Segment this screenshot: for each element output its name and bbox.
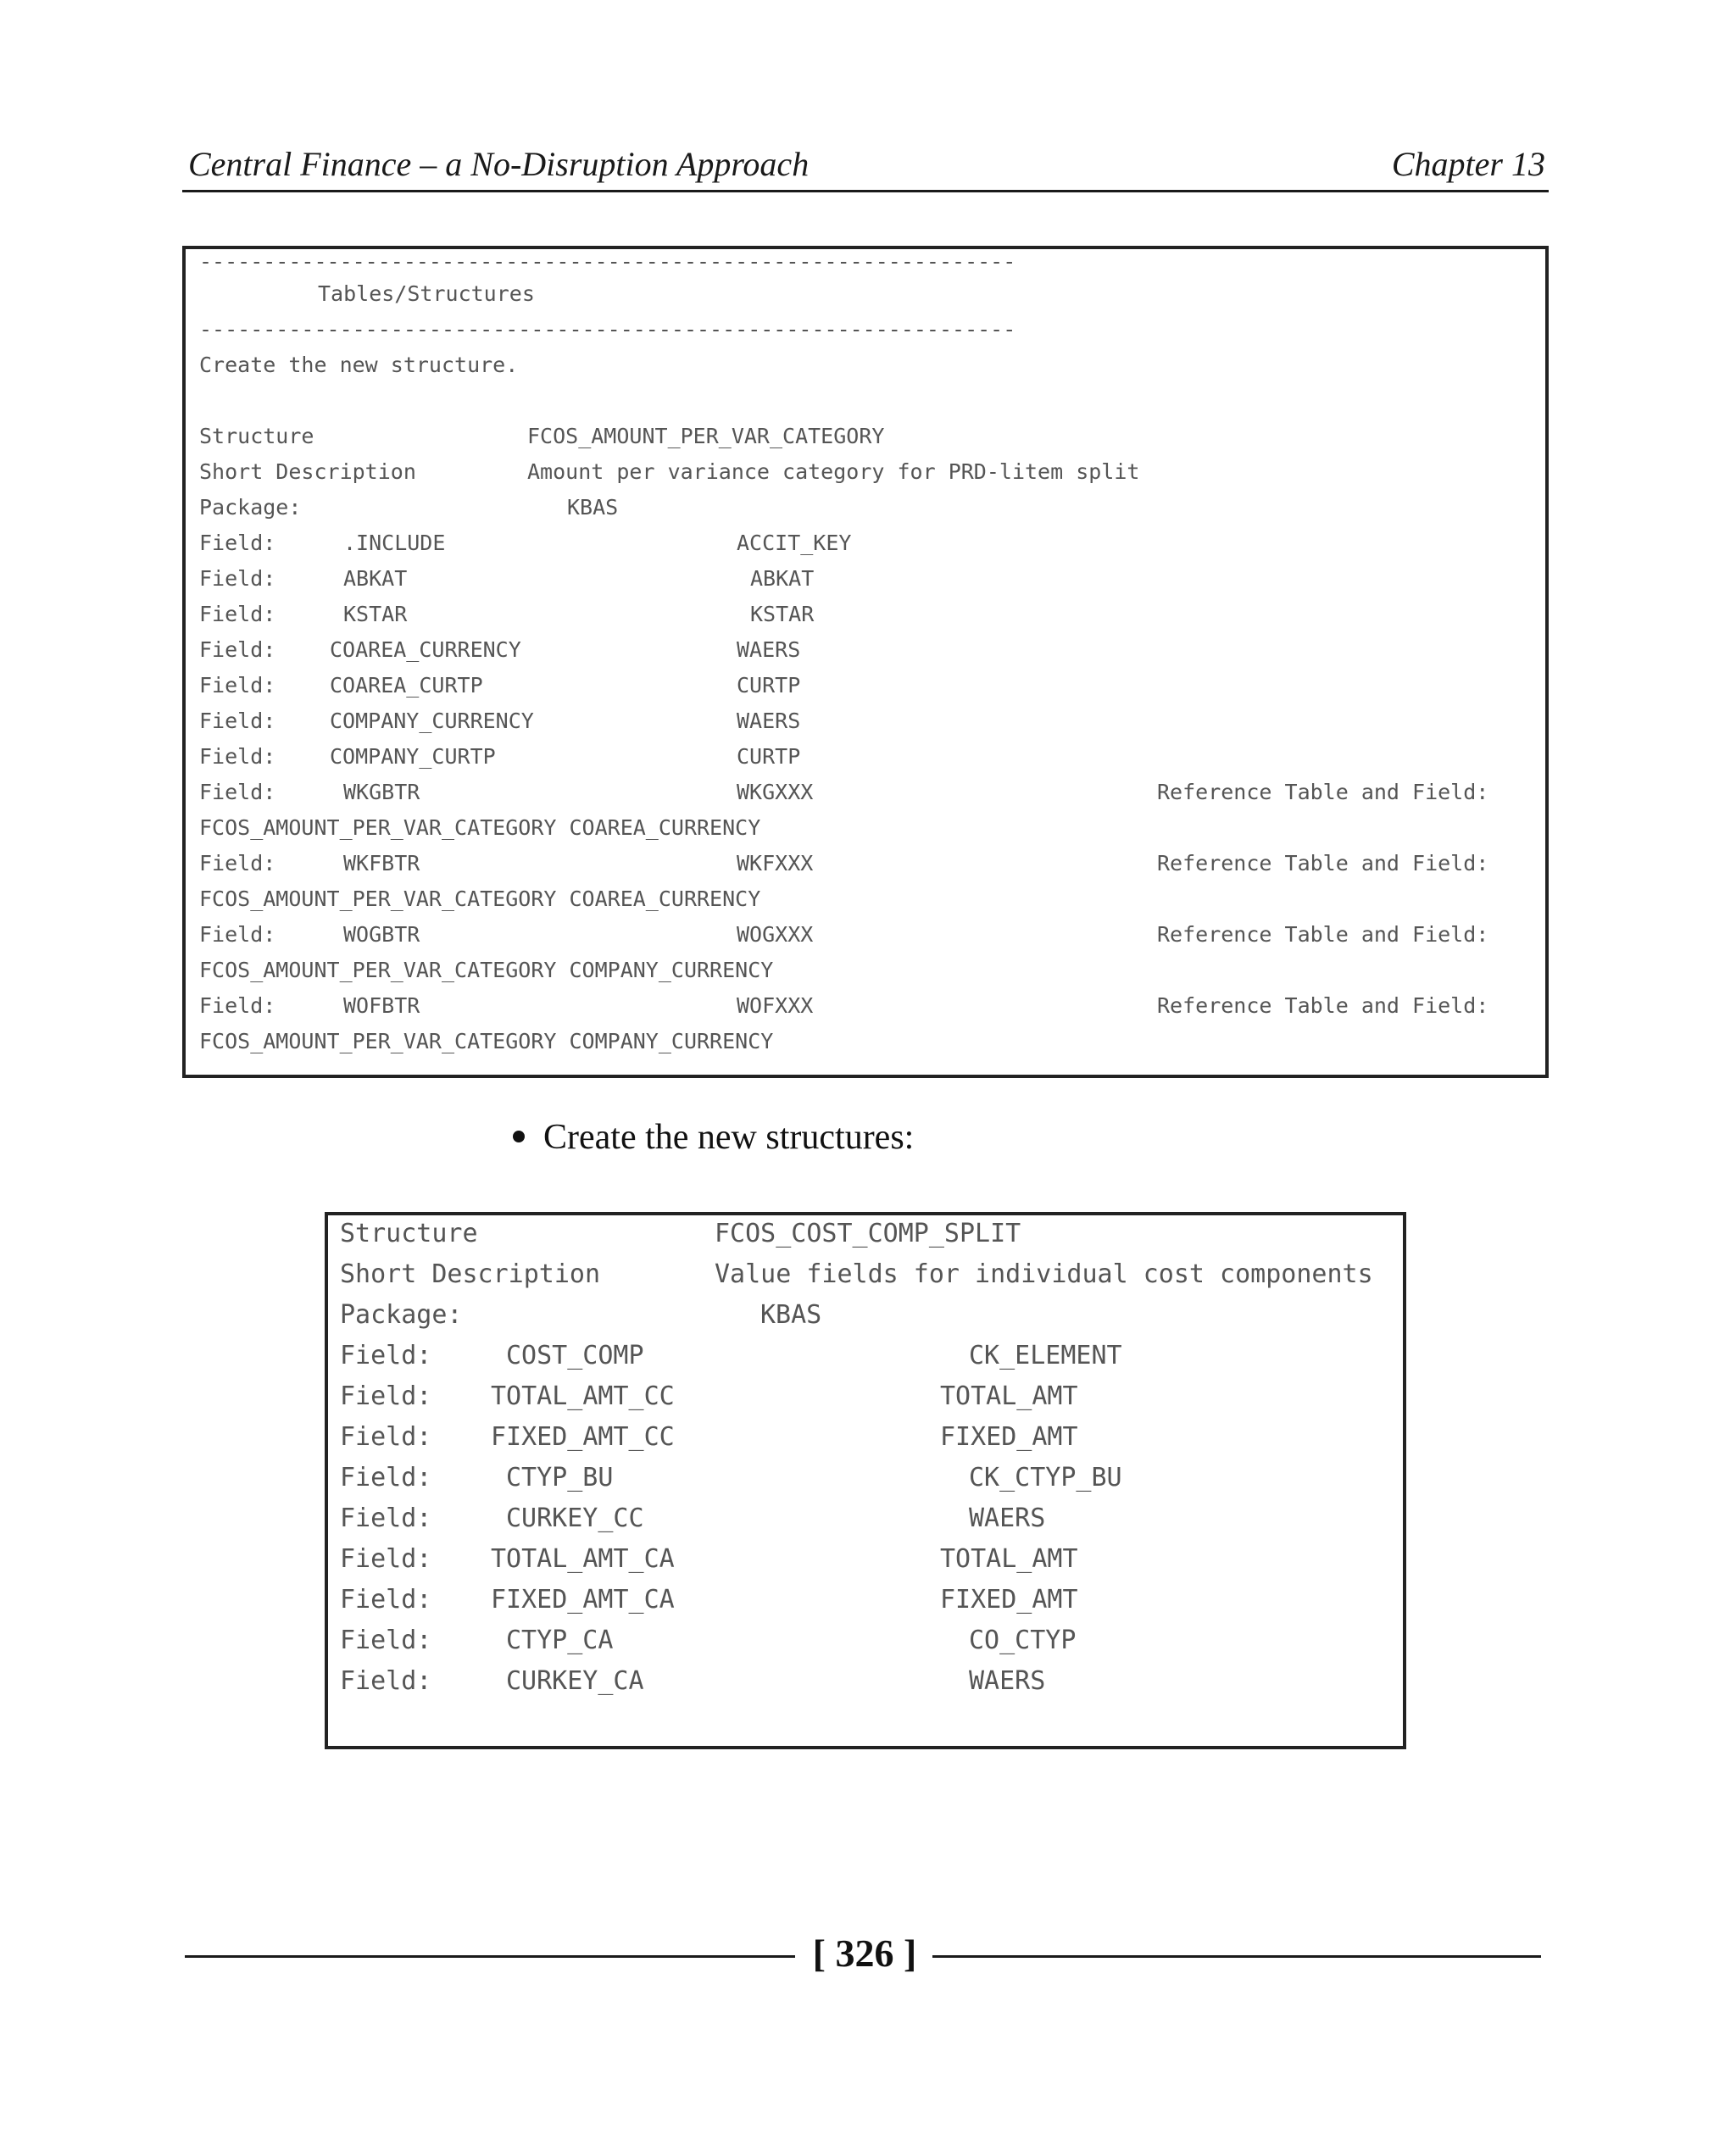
section-title: Tables/Structures — [318, 281, 535, 306]
field-type: KSTAR — [750, 602, 815, 626]
field-name: TOTAL_AMT_CC — [491, 1381, 675, 1411]
footer-divider-left — [185, 1955, 795, 1958]
field-name: WKFBTR — [343, 851, 420, 875]
field-name: WOFBTR — [343, 993, 420, 1018]
field-type: FIXED_AMT — [940, 1585, 1078, 1615]
field-name: FIXED_AMT_CC — [491, 1422, 675, 1452]
field-name: COST_COMP — [506, 1341, 644, 1370]
field-label: Field: — [340, 1463, 432, 1492]
field-type: WOFXXX — [737, 993, 814, 1018]
structure-label: Structure — [199, 424, 314, 448]
dash-separator: ---------------------------------------------------------------- — [199, 317, 1016, 342]
field-label: Field: — [199, 709, 276, 733]
structure-label: Structure — [340, 1219, 478, 1248]
field-name: CURKEY_CC — [506, 1504, 644, 1533]
bullet-icon — [513, 1131, 525, 1142]
field-label: Field: — [340, 1626, 432, 1655]
package-value: KBAS — [567, 495, 619, 520]
field-label: Field: — [199, 744, 276, 769]
field-type: WAERS — [737, 709, 801, 733]
field-label: Field: — [199, 922, 276, 947]
package-label: Package: — [340, 1300, 463, 1330]
field-type: CK_ELEMENT — [969, 1341, 1122, 1370]
short-description-value: Value fields for individual cost components — [715, 1259, 1373, 1289]
field-label: Field: — [340, 1381, 432, 1411]
header-divider — [182, 190, 1549, 192]
field-name: COMPANY_CURTP — [330, 744, 496, 769]
field-name: KSTAR — [343, 602, 408, 626]
field-type: WKFXXX — [737, 851, 814, 875]
field-type: CK_CTYP_BU — [969, 1463, 1122, 1492]
bullet-text: Create the new structures: — [543, 1118, 915, 1157]
field-label: Field: — [340, 1544, 432, 1574]
field-type: ABKAT — [750, 566, 815, 591]
footer-divider-right — [932, 1955, 1541, 1958]
field-type: CURTP — [737, 744, 801, 769]
field-type: WAERS — [969, 1504, 1046, 1533]
field-type: CURTP — [737, 673, 801, 698]
field-name: COMPANY_CURRENCY — [330, 709, 534, 733]
field-type: FIXED_AMT — [940, 1422, 1078, 1452]
field-type: CO_CTYP — [969, 1626, 1077, 1655]
field-label: Field: — [340, 1585, 432, 1615]
field-type: ACCIT_KEY — [737, 531, 852, 555]
field-label: Field: — [199, 673, 276, 698]
package-label: Package: — [199, 495, 302, 520]
structure-value: FCOS_AMOUNT_PER_VAR_CATEGORY — [527, 424, 885, 448]
intro-text: Create the new structure. — [199, 353, 519, 377]
field-type: TOTAL_AMT — [940, 1544, 1078, 1574]
field-name: .INCLUDE — [343, 531, 446, 555]
reference-label: Reference Table and Field: — [1157, 851, 1489, 875]
field-label: Field: — [199, 993, 276, 1018]
field-name: TOTAL_AMT_CA — [491, 1544, 675, 1574]
reference-value: FCOS_AMOUNT_PER_VAR_CATEGORY COMPANY_CURRENCY — [199, 958, 774, 982]
field-label: Field: — [199, 637, 276, 662]
package-value: KBAS — [760, 1300, 822, 1330]
field-name: COAREA_CURTP — [330, 673, 483, 698]
reference-value: FCOS_AMOUNT_PER_VAR_CATEGORY COAREA_CURRENCY — [199, 887, 761, 911]
page-number: [ 326 ] — [812, 1932, 917, 1975]
running-header-chapter: Chapter 13 — [1391, 145, 1545, 183]
field-name: CURKEY_CA — [506, 1666, 644, 1696]
field-name: ABKAT — [343, 566, 408, 591]
bullet-item — [513, 1117, 914, 1158]
field-label: Field: — [340, 1504, 432, 1533]
structure-value: FCOS_COST_COMP_SPLIT — [715, 1219, 1021, 1248]
code-block-structure-var-category — [182, 246, 1549, 1078]
short-description-label: Short Description — [340, 1259, 601, 1289]
field-name: WKGBTR — [343, 780, 420, 804]
field-label: Field: — [199, 602, 276, 626]
short-description-label: Short Description — [199, 459, 416, 484]
reference-label: Reference Table and Field: — [1157, 993, 1489, 1018]
reference-label: Reference Table and Field: — [1157, 780, 1489, 804]
field-type: WAERS — [969, 1666, 1046, 1696]
reference-value: FCOS_AMOUNT_PER_VAR_CATEGORY COMPANY_CURRENCY — [199, 1029, 774, 1053]
field-label: Field: — [199, 566, 276, 591]
field-label: Field: — [340, 1422, 432, 1452]
reference-value: FCOS_AMOUNT_PER_VAR_CATEGORY COAREA_CURRENCY — [199, 815, 761, 840]
field-name: COAREA_CURRENCY — [330, 637, 521, 662]
field-name: WOGBTR — [343, 922, 420, 947]
field-type: WAERS — [737, 637, 801, 662]
code-block-structure-cost-comp-split — [325, 1212, 1406, 1749]
field-label: Field: — [199, 851, 276, 875]
field-name: CTYP_CA — [506, 1626, 614, 1655]
field-type: WKGXXX — [737, 780, 814, 804]
field-label: Field: — [340, 1341, 432, 1370]
field-name: CTYP_BU — [506, 1463, 614, 1492]
field-label: Field: — [199, 780, 276, 804]
field-name: FIXED_AMT_CA — [491, 1585, 675, 1615]
field-type: TOTAL_AMT — [940, 1381, 1078, 1411]
running-header-title: Central Finance – a No-Disruption Approach — [188, 145, 810, 183]
dash-separator: ---------------------------------------------------------------- — [199, 249, 1016, 274]
field-label: Field: — [199, 531, 276, 555]
reference-label: Reference Table and Field: — [1157, 922, 1489, 947]
short-description-value: Amount per variance category for PRD-litem split — [527, 459, 1140, 484]
field-type: WOGXXX — [737, 922, 814, 947]
field-label: Field: — [340, 1666, 432, 1696]
